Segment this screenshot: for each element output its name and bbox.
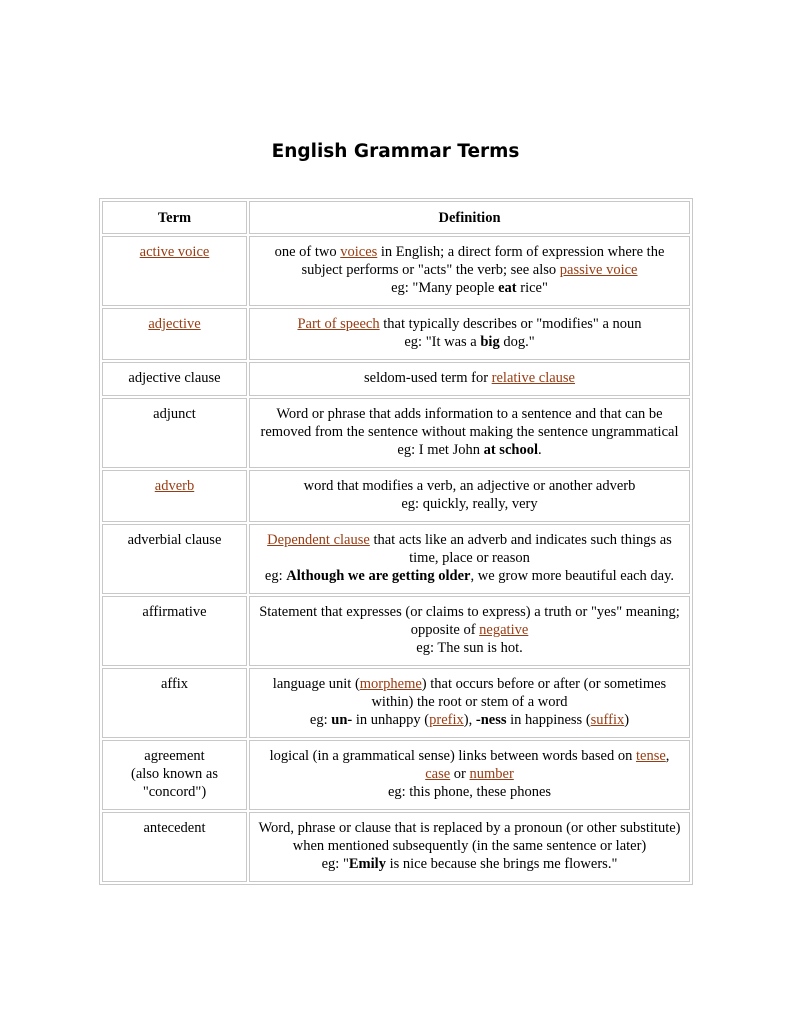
text: , we grow more beautiful each day. — [470, 568, 675, 584]
text: eg: — [309, 712, 332, 728]
term-cell — [102, 470, 247, 522]
emphasized-text: at school — [483, 442, 538, 458]
link-tense[interactable]: tense — [636, 748, 666, 764]
definition-cell — [249, 740, 690, 810]
link-passive-voice[interactable]: passive voice — [559, 262, 638, 278]
term-cell — [102, 236, 247, 306]
text: eg: this phone, these phones — [387, 784, 552, 800]
text: ) that occurs before or after (or sometimes within) the root or stem of a word — [371, 676, 667, 710]
definition-cell — [249, 812, 690, 882]
definition-cell — [249, 308, 690, 360]
definition-cell — [249, 596, 690, 666]
text: in English; a direct form of expression where the subject performs or "acts" the verb; see also — [301, 244, 665, 278]
text: ) — [624, 712, 630, 728]
text: in happiness ( — [506, 712, 591, 728]
text: eg: "It was a — [404, 334, 481, 350]
link-number[interactable]: number — [469, 766, 514, 782]
link-adverb[interactable]: adverb — [154, 478, 195, 494]
link-negative[interactable]: negative — [479, 622, 529, 638]
table-row — [102, 668, 690, 738]
text: eg: "Many people — [391, 280, 499, 296]
table-row — [102, 236, 690, 306]
text: eg: — [264, 568, 287, 584]
term-cell — [102, 362, 247, 396]
table-row — [102, 398, 690, 468]
table-row — [102, 596, 690, 666]
term-cell — [102, 812, 247, 882]
term-cell — [102, 740, 247, 810]
glossary-body — [102, 236, 690, 882]
table-row — [102, 308, 690, 360]
text: "concord") — [142, 784, 207, 800]
text: antecedent — [143, 820, 206, 836]
emphasized-text: Emily — [348, 856, 386, 872]
text: Word, phrase or clause that is replaced by a pronoun (or other substitute) when mentioned subsequently (in the same sentence or later) — [258, 820, 681, 854]
link-part-of-speech[interactable]: Part of speech — [297, 316, 380, 332]
link-morpheme[interactable]: morpheme — [359, 676, 422, 692]
emphasized-text: eat — [498, 280, 517, 296]
text: in unhappy ( — [352, 712, 430, 728]
term-cell — [102, 596, 247, 666]
link-case[interactable]: case — [425, 766, 451, 782]
emphasized-text: un- — [331, 712, 353, 728]
text: dog." — [499, 334, 535, 350]
glossary-table — [99, 198, 693, 885]
table-row — [102, 812, 690, 882]
table-row — [102, 524, 690, 594]
text: adverbial clause — [127, 532, 222, 548]
emphasized-text: Although we are getting older — [286, 568, 471, 584]
term-cell — [102, 308, 247, 360]
table-row — [102, 740, 690, 810]
definition-cell — [249, 524, 690, 594]
text: language unit ( — [272, 676, 360, 692]
link-relative-clause[interactable]: relative clause — [491, 370, 575, 386]
page-title: English Grammar Terms — [271, 141, 520, 162]
text: eg: quickly, really, very — [401, 496, 538, 512]
term-cell — [102, 668, 247, 738]
link-active-voice[interactable]: active voice — [139, 244, 210, 260]
text: affix — [160, 676, 189, 692]
text: is nice because she brings me flowers." — [385, 856, 618, 872]
text: (also known as — [131, 766, 218, 782]
text: adjunct — [153, 406, 196, 422]
text: affirmative — [142, 604, 207, 620]
text: Word or phrase that adds information to a sentence and that can be removed from the sentence without making the sentence ungrammatical — [260, 406, 679, 440]
definition-cell — [249, 362, 690, 396]
definition-cell — [249, 398, 690, 468]
text: adjective clause — [128, 370, 221, 386]
emphasized-text: -ness — [475, 712, 507, 728]
definition-cell — [249, 668, 690, 738]
text: seldom-used term for — [364, 370, 492, 386]
text: , — [665, 748, 670, 764]
link-voices[interactable]: voices — [340, 244, 378, 260]
term-cell — [102, 398, 247, 468]
term-cell — [102, 524, 247, 594]
text: one of two — [274, 244, 341, 260]
header-row — [102, 201, 690, 234]
link-dependent-clause[interactable]: Dependent clause — [267, 532, 370, 548]
text: or — [450, 766, 470, 782]
term-column-header: Term — [102, 201, 247, 234]
link-prefix[interactable]: prefix — [429, 712, 464, 728]
text: Statement that expresses (or claims to express) a truth or "yes" meaning; opposite of — [259, 604, 680, 638]
text: word that modifies a verb, an adjective or another adverb — [303, 478, 636, 494]
text: logical (in a grammatical sense) links between words based on — [269, 748, 636, 764]
text: eg: " — [321, 856, 349, 872]
table-row — [102, 470, 690, 522]
link-suffix[interactable]: suffix — [590, 712, 625, 728]
emphasized-text: big — [480, 334, 500, 350]
text: ), — [463, 712, 476, 728]
definition-cell — [249, 470, 690, 522]
definition-column-header: Definition — [249, 201, 690, 234]
link-adjective[interactable]: adjective — [148, 316, 201, 332]
text: . — [537, 442, 542, 458]
text: eg: I met John — [397, 442, 484, 458]
table-row — [102, 362, 690, 396]
text: rice" — [516, 280, 548, 296]
text: eg: The sun is hot. — [416, 640, 523, 656]
text: agreement — [144, 748, 205, 764]
text: that typically describes or "modifies" a noun — [379, 316, 642, 332]
text: that acts like an adverb and indicates such things as time, place or reason — [369, 532, 672, 566]
definition-cell — [249, 236, 690, 306]
